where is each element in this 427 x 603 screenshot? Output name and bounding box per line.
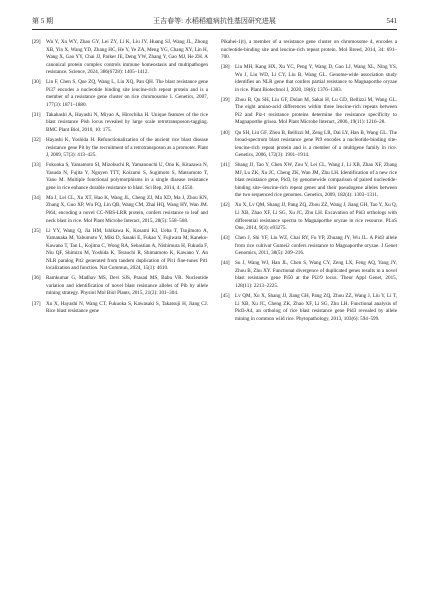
reference-number: [45] bbox=[221, 292, 230, 299]
reference-entry bbox=[221, 39, 397, 62]
reference-number: [37] bbox=[32, 300, 41, 307]
reference-text: Hayashi K, Yoshida H. Refunctionalization of the ancient rice blast disease resistance gene Pit by the recruitment of a retrotransposon as a promoter. Plant J, 2009, 57(3): 413–425. bbox=[46, 137, 208, 159]
reference-entry bbox=[221, 97, 397, 127]
reference-number: [43] bbox=[221, 235, 230, 242]
reference-number: [29] bbox=[32, 39, 41, 45]
reference-number: [34] bbox=[32, 194, 41, 201]
reference-entry bbox=[32, 195, 208, 225]
reference-entry bbox=[221, 64, 397, 94]
reference-entry bbox=[32, 301, 208, 316]
reference-text: Wu Y, Xu WY, Zhao GY, Lei ZY, Li K, Liu JY, Huang SJ, Wang JL, Zhong XB, Yin X, Wang YD, Zhang HC, He Y, Ye ZA, Meng YG, Chang XY, Lin H, Wang X, Gao YY, Chai JJ, Parker JE, Deng YW, Zhang Y, Gao MJ, He ZH. A canonical protein complex controls immune homeostasis and multipathogen resistance. Science, 2024, 386(6728): 1405–1412. bbox=[46, 39, 208, 76]
reference-entry bbox=[221, 235, 397, 258]
reference-number: [33] bbox=[32, 162, 41, 169]
reference-text: Shang JJ, Tao Y, Chen XW, Zou Y, Lei CL, Wang J, Li XB, Zhao XF, Zhang MJ, Lu ZK, Xu JC, Cheng ZK, Wan JM, Zhu LH. Identification of a new rice blast resistance gene, Pid3, by genomewide comparison of paired nucleotide-binding site--leucine-rich repeat genes and their pseudogene alleles between the two sequenced rice genomes. Genetics, 2009, 182(4): 1303–1311. bbox=[235, 162, 397, 199]
reference-number: [38] bbox=[221, 64, 230, 71]
reference-text: Pikahei-1(t), a member of a resistance gene cluster on chromosome 4, encodes a nucleotide-binding site and leucine-rich repeat protein. Mol Breed, 2014, 34: 691–700. bbox=[221, 39, 397, 61]
reference-entry bbox=[32, 228, 208, 273]
reference-entry bbox=[32, 39, 208, 77]
reference-text: Xu X, Hayashi N, Wang CT, Fukuoka S, Kawasaki S, Takatsuji H, Jiang CJ. Rice blast resistance gene bbox=[46, 300, 208, 315]
page-number: 541 bbox=[386, 17, 397, 25]
reference-number: [30] bbox=[32, 79, 41, 86]
reference-entry bbox=[221, 202, 397, 232]
reference-entry bbox=[32, 137, 208, 160]
reference-number: [31] bbox=[32, 111, 41, 118]
reference-text: Li YY, Wang Q, Jia HM, Ishikawa K, Kosami KI, Ueba T, Tsujimoto A, Yamanaka M, Yabumoto Y, Miki D, Sasaki E, Fukao Y, Fujiwara M, Kaneko-Kawano T, Tan L, Kojima C, Wong RA, Sebastian A, Nishimura H, Fukuda F, Niu QF, Shimizu M, Yoshida K, Terauchi R, Shimamoto K, Kawano Y. An NLR paralog Pit2 generated from tandem duplication of Pit1 fine-tunes Pit1 localization and function. Nat Commun, 2024, 15(1): 4610. bbox=[46, 227, 208, 272]
reference-text: Fukuoka S, Yamamoto SI, Mizobuchi R, Yamanouchi U, Ono K, Kitazawa N, Yasuda N, Fujita Y, Nguyen TTT, Koizumi S, Sugimoto S, Matsumoto T, Yano M. Multiple functional polymorphisms in a single disease resistance gene in rice enhance durable resistance to blast. Sci Rep, 2014, 4: 4550. bbox=[46, 162, 208, 191]
reference-entry bbox=[221, 162, 397, 200]
reference-text: Ramkumar G, Madhav MS, Devi SJS, Prasad MS, Babu VR. Nucleotide variation and identification of novel blast resistance alleles of Pib by allele mining strategy. Physiol Mol Biol Plants, 2015, 21(2): 301–304. bbox=[46, 275, 208, 297]
running-header bbox=[32, 16, 397, 30]
reference-text: Qu SH, Liu GF, Zhou B, Bellizzi M, Zeng LR, Dai LY, Han B, Wang GL. The broad-spectrum blast resistance gene Pi9 encodes a nucleotide-binding site-leucine-rich repeat protein and is a member of a multigene family in rice. Genetics, 2006, 172(3): 1901–1914. bbox=[235, 129, 397, 159]
reference-number: [39] bbox=[221, 96, 230, 103]
reference-text: Lv QM, Xu X, Shang JJ, Jiang GH, Pang ZQ, Zhou ZZ, Wang J, Liu Y, Li T, Li XB, Xu JC, Cheng ZK, Zhao XF, Li SG, Zhu LH. Functional analysis of Pid3-A4, an ortholog of rice blast resistance gene Pid3 revealed by allele mining in common wild rice. Phytopathology, 2013, 103(6): 594–599. bbox=[235, 292, 397, 322]
reference-number: [41] bbox=[221, 162, 230, 169]
reference-entry bbox=[32, 162, 208, 192]
header-rule bbox=[32, 29, 397, 30]
reference-text: Su J, Wang WJ, Han JL, Chen S, Wang CY, Zeng LX, Feng AQ, Yang JY, Zhou B, Zhu XY. Functional divergence of duplicated genes results in a novel blast resistance gene Pi50 at the Pi2/9 locus. Theor Appl Genet, 2015, 128(11): 2213–2225. bbox=[235, 260, 397, 289]
reference-entry bbox=[32, 275, 208, 298]
reference-entry bbox=[221, 130, 397, 160]
reference-entry bbox=[32, 79, 208, 109]
reference-entry bbox=[221, 260, 397, 290]
reference-text: Liu MH, Kang HX, Xu YC, Peng Y, Wang D, Gao LJ, Wang XL, Ning YS, Wu J, Liu WD, Li CY, Liu B, Wang GL. Genome-wide association study identifies an NLR gene that confers partial resistance to Magnaporthe oryzae in rice. Plant Biotechnol J, 2020, 18(6): 1376–1383. bbox=[235, 64, 397, 93]
references-right-column bbox=[221, 39, 397, 326]
reference-text: Lin F, Chen S, Que ZQ, Wang L, Liu XQ, Pan QH. The blast resistance gene Pi37 encodes a nucleotide binding site leucine-rich repeat protein and is a member of a resistance gene cluster on rice chromosome 1. Genetics, 2007, 177(3): 1871–1880. bbox=[46, 79, 208, 108]
reference-entry bbox=[221, 293, 397, 323]
issue-number: 第 5 期 bbox=[32, 17, 53, 25]
reference-number: [40] bbox=[221, 129, 230, 136]
reference-number: [36] bbox=[32, 275, 41, 282]
reference-number: [42] bbox=[221, 202, 230, 209]
reference-number: [44] bbox=[221, 260, 230, 267]
reference-text: Zhou B, Qu SH, Liu GF, Dolan M, Sakai H, Lu GD, Bellizzi M, Wang GL. The eight amino-acid differences within three leucine-rich repeats between Pi2 and Piz-t resistance proteins determine the resistance specificity to Magnaporthe grisea. Mol Plant Microbe Interact, 2006, 19(11): 1216–28. bbox=[235, 96, 397, 126]
reference-number: [35] bbox=[32, 227, 41, 234]
references-left-column bbox=[32, 39, 208, 318]
running-title: 王吉春等: 水稻稻瘟病抗性基因研究进展 bbox=[153, 17, 276, 25]
reference-text: Chen J, Shi YF, Liu WZ, Chai RY, Fu YP, Zhuang JY, Wu JL. A Pid3 allele from rice cultivar Gumei2 confers resistance to Magnaporthe oryzae. J Genet Genomics, 2011, 38(5): 209–216. bbox=[235, 235, 397, 257]
reference-text: Xu X, Lv QM, Shang JJ, Pang ZQ, Zhou ZZ, Wang J, Jiang GH, Tao Y, Xu Q, Li XB, Zhao XF, Li SG, Xu JC, Zhu LH. Excavation of Pid3 orthologs with differential resistance spectra to Magnaporthe oryzae in rice resource. PLoS One, 2014, 9(3): e93275. bbox=[235, 202, 397, 232]
reference-entry bbox=[32, 112, 208, 135]
reference-number: [32] bbox=[32, 137, 41, 144]
reference-text: Ma J, Lei CL, Xu XT, Hao K, Wang JL, Cheng ZJ, Ma XD, Ma J, Zhou KN, Zhang X, Guo XP, Wu FQ, Lin QB, Wang CM, Zhai HQ, Wang HY, Wan JM. Pi64, encoding a novel CC-NBS-LRR protein, confers resistance to leaf and neck blast in rice. Mol Plant Microbe Interact, 2015, 28(5): 558–568. bbox=[46, 194, 208, 224]
reference-text: Takahashi A, Hayashi N, Miyao A, Hirochika H. Unique features of the rice blast resistance Pish locus revealed by large scale retrotransposon-tagging. BMC Plant Biol, 2010, 10: 175. bbox=[46, 111, 208, 134]
